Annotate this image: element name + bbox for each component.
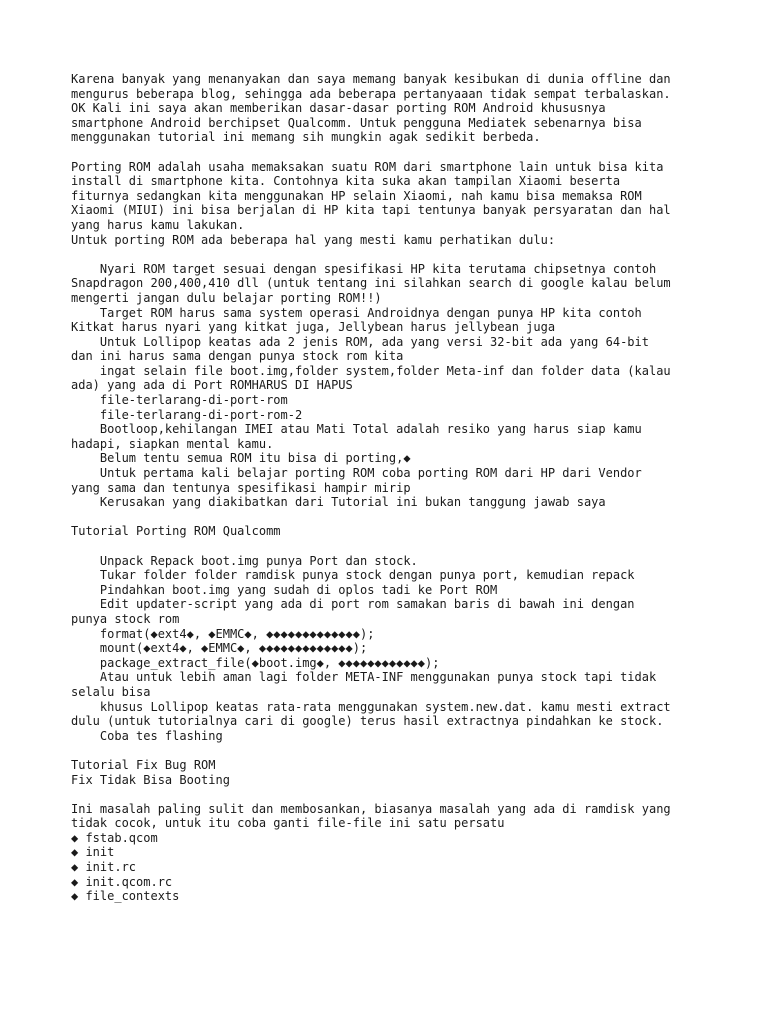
paragraph-spacer: [71, 787, 711, 802]
tutorial-heading: Tutorial Porting ROM Qualcomm: [71, 524, 281, 539]
file-list-item: ◆ file_contexts: [71, 889, 180, 904]
list-item: Snapdragon 200,400,410 dll (untuk tentang ini silahkan search di google kalau belum: [71, 276, 671, 291]
code-line: mount(◆ext4◆, ◆EMMC◆, ◆◆◆◆◆◆◆◆◆◆◆◆◆);: [71, 641, 368, 656]
paragraph-spacer: [71, 145, 711, 160]
list-item: Tukar folder folder ramdisk punya stock dengan punya port, kemudian repack: [71, 568, 635, 583]
list-item: Atau untuk lebih aman lagi folder META-INF menggunakan punya stock tapi tidak: [71, 670, 657, 685]
list-item: Untuk pertama kali belajar porting ROM coba porting ROM dari HP dari Vendor: [71, 466, 642, 481]
text-line: tidak cocok, untuk itu coba ganti file-file ini satu persatu: [71, 816, 505, 831]
no-boot-heading: Fix Tidak Bisa Booting: [71, 772, 230, 787]
fix-paragraph: [71, 802, 711, 831]
paragraph-spacer: [71, 510, 711, 525]
list-item: khusus Lollipop keatas rata-rata menggunakan system.new.dat. kamu mesti extract: [71, 699, 671, 714]
text-line: yang harus kamu lakukan.: [71, 217, 245, 232]
intro-paragraph: [71, 72, 711, 145]
list-item: mengerti jangan dulu belajar porting ROM!!): [71, 290, 382, 305]
text-line: mengurus beberapa blog, sehingga ada beberapa pertanyaaan tidak sempat terbalaskan.: [71, 86, 671, 101]
fix-bug-heading: Tutorial Fix Bug ROM: [71, 757, 216, 772]
list-item: Nyari ROM target sesuai dengan spesifikasi HP kita terutama chipsetnya contoh: [71, 261, 657, 276]
list-item: dulu (untuk tutorialnya cari di google) terus hasil extractnya pindahkan ke stock.: [71, 714, 664, 729]
text-line: Untuk porting ROM ada beberapa hal yang mesti kamu perhatikan dulu:: [71, 232, 556, 247]
document-page: [71, 72, 711, 904]
paragraph-spacer: [71, 743, 711, 758]
file-list-item: ◆ fstab.qcom: [71, 830, 158, 845]
list-item: selalu bisa: [71, 684, 151, 699]
list-item: Edit updater-script yang ada di port rom samakan baris di bawah ini dengan: [71, 597, 635, 612]
list-item: yang sama dan tentunya spesifikasi hampir mirip: [71, 480, 411, 495]
file-list-item: ◆ init: [71, 845, 115, 860]
paragraph-spacer: [71, 247, 711, 262]
list-item: Kitkat harus nyari yang kitkat juga, Jellybean harus jellybean juga: [71, 320, 556, 335]
list-item: ada) yang ada di Port ROMHARUS DI HAPUS: [71, 378, 353, 393]
list-item: file-terlarang-di-port-rom: [71, 393, 288, 408]
text-line: Ini masalah paling sulit dan membosankan, biasanya masalah yang ada di ramdisk yang: [71, 801, 671, 816]
list-item: Untuk Lollipop keatas ada 2 jenis ROM, ada yang versi 32-bit ada yang 64-bit: [71, 334, 649, 349]
text-line: Porting ROM adalah usaha memaksakan suatu ROM dari smartphone lain untuk bisa kita: [71, 159, 664, 174]
code-line: format(◆ext4◆, ◆EMMC◆, ◆◆◆◆◆◆◆◆◆◆◆◆◆);: [71, 626, 375, 641]
list-item: Pindahkan boot.img yang sudah di oplos tadi ke Port ROM: [71, 582, 498, 597]
list-item: file-terlarang-di-port-rom-2: [71, 407, 303, 422]
steps-list: [71, 554, 711, 744]
text-line: install di smartphone kita. Contohnya kita suka akan tampilan Xiaomi beserta: [71, 174, 621, 189]
list-item: Bootloop,kehilangan IMEI atau Mati Total adalah resiko yang harus siap kamu: [71, 422, 642, 437]
text-line: menggunakan tutorial ini memang sih mungkin agak sedikit berbeda.: [71, 130, 541, 145]
list-item: punya stock rom: [71, 611, 180, 626]
paragraph-spacer: [71, 539, 711, 554]
code-line: package_extract_file(◆boot.img◆, ◆◆◆◆◆◆◆◆◆◆◆◆);: [71, 655, 440, 670]
list-item: hadapi, siapkan mental kamu.: [71, 436, 274, 451]
list-item: Kerusakan yang diakibatkan dari Tutorial ini bukan tanggung jawab saya: [71, 495, 606, 510]
list-item: ingat selain file boot.img,folder system,folder Meta-inf dan folder data (kalau: [71, 363, 671, 378]
list-item: dan ini harus sama dengan punya stock rom kita: [71, 349, 404, 364]
requirements-list: [71, 262, 711, 510]
list-item: Coba tes flashing: [71, 728, 223, 743]
file-list-item: ◆ init.rc: [71, 860, 137, 875]
text-line: Karena banyak yang menanyakan dan saya memang banyak kesibukan di dunia offline dan: [71, 72, 671, 86]
definition-paragraph: [71, 160, 711, 248]
list-item: Belum tentu semua ROM itu bisa di porting,◆: [71, 451, 411, 466]
text-line: OK Kali ini saya akan memberikan dasar-dasar porting ROM Android khususnya: [71, 101, 606, 116]
list-item: Target ROM harus sama system operasi Androidnya dengan punya HP kita contoh: [71, 305, 642, 320]
ramdisk-files-list: [71, 831, 711, 904]
text-line: smartphone Android berchipset Qualcomm. Untuk pengguna Mediatek sebenarnya bisa: [71, 115, 642, 130]
text-line: Xiaomi (MIUI) ini bisa berjalan di HP kita tapi tentunya banyak persyaratan dan hal: [71, 203, 671, 218]
file-list-item: ◆ init.qcom.rc: [71, 874, 173, 889]
list-item: Unpack Repack boot.img punya Port dan stock.: [71, 553, 418, 568]
text-line: fiturnya sedangkan kita menggunakan HP selain Xiaomi, nah kamu bisa memaksa ROM: [71, 188, 642, 203]
